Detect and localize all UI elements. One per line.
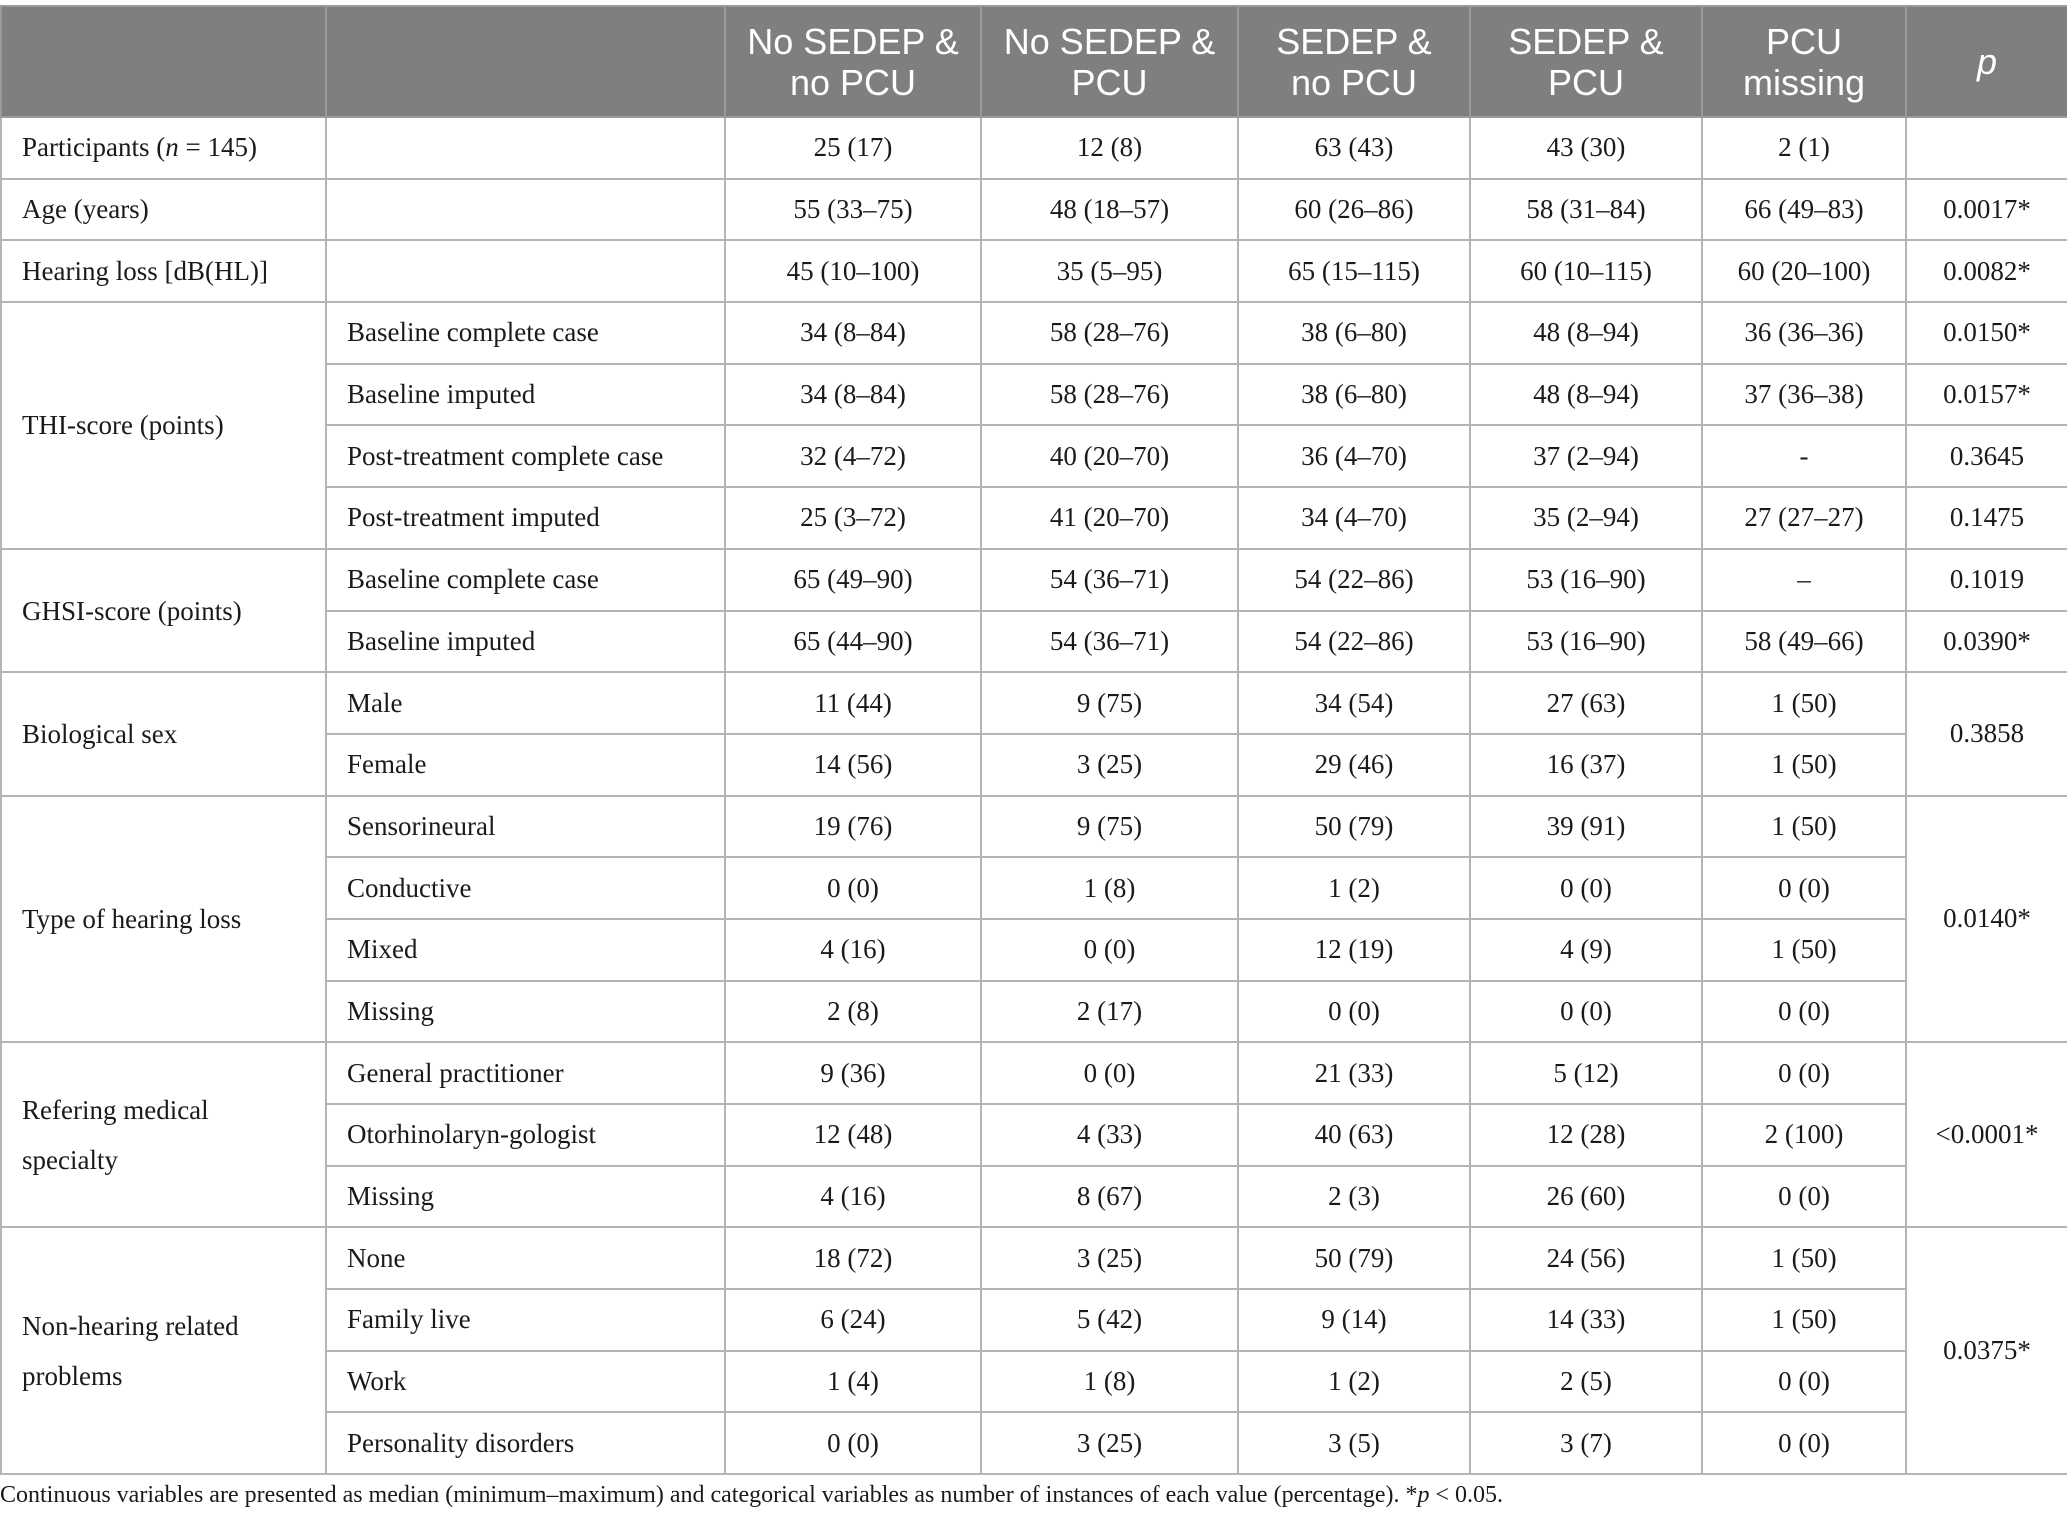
table-cell: 34 (54) — [1238, 672, 1470, 734]
p-value-cell: <0.0001* — [1906, 1042, 2067, 1227]
table-cell: 0 (0) — [1702, 857, 1906, 919]
table-cell: 0 (0) — [1702, 1351, 1906, 1413]
table-cell: 12 (19) — [1238, 919, 1470, 981]
table-cell: 3 (7) — [1470, 1412, 1702, 1474]
table-cell: 1 (8) — [981, 1351, 1238, 1413]
table-cell: 4 (33) — [981, 1104, 1238, 1166]
p-value-cell: 0.0390* — [1906, 611, 2067, 673]
row-label-age: Age (years) — [1, 179, 326, 241]
table-cell: 60 (20–100) — [1702, 240, 1906, 302]
table-row — [1, 1042, 2067, 1104]
table-cell: 1 (50) — [1702, 672, 1906, 734]
header-p-value: p — [1906, 6, 2067, 117]
p-value-cell: 0.0017* — [1906, 179, 2067, 241]
table-row — [1, 179, 2067, 241]
sub-label: Work — [326, 1351, 725, 1413]
table-cell: 9 (14) — [1238, 1289, 1470, 1351]
table-cell: - — [1702, 425, 1906, 487]
table-cell: 0 (0) — [981, 1042, 1238, 1104]
table-cell: 0 (0) — [1702, 1412, 1906, 1474]
table-cell: 54 (22–86) — [1238, 549, 1470, 611]
table-cell: 0 (0) — [1238, 981, 1470, 1043]
table-cell: 48 (8–94) — [1470, 364, 1702, 426]
table-cell: 54 (36–71) — [981, 549, 1238, 611]
table-cell: 50 (79) — [1238, 1227, 1470, 1289]
header-pcu-missing: PCU missing — [1702, 6, 1906, 117]
table-cell: 14 (33) — [1470, 1289, 1702, 1351]
demographics-table — [0, 5, 2067, 1475]
table-cell: 1 (4) — [725, 1351, 981, 1413]
footnote-tail: < 0.05. — [1429, 1482, 1504, 1508]
table-cell: 40 (20–70) — [981, 425, 1238, 487]
table-cell: 16 (37) — [1470, 734, 1702, 796]
table-cell: 37 (2–94) — [1470, 425, 1702, 487]
header-no-sedep-pcu: No SEDEP & PCU — [981, 6, 1238, 117]
table-cell: 1 (50) — [1702, 1289, 1906, 1351]
table-cell: 0 (0) — [1470, 981, 1702, 1043]
label-n: n — [165, 132, 179, 163]
table-cell: 24 (56) — [1470, 1227, 1702, 1289]
group-label-ghsi: GHSI-score (points) — [1, 549, 326, 672]
table-cell: 1 (2) — [1238, 1351, 1470, 1413]
table-cell: 63 (43) — [1238, 117, 1470, 179]
table-cell: 66 (49–83) — [1702, 179, 1906, 241]
table-cell: 58 (31–84) — [1470, 179, 1702, 241]
table-cell: 58 (28–76) — [981, 364, 1238, 426]
p-value-cell: 0.0157* — [1906, 364, 2067, 426]
table-cell: 18 (72) — [725, 1227, 981, 1289]
table-cell: 54 (36–71) — [981, 611, 1238, 673]
table-cell: 36 (36–36) — [1702, 302, 1906, 364]
table-cell: 53 (16–90) — [1470, 549, 1702, 611]
empty-cell — [326, 117, 725, 179]
p-value-cell: 0.0375* — [1906, 1227, 2067, 1474]
table-cell: 8 (67) — [981, 1166, 1238, 1228]
table-cell: 12 (8) — [981, 117, 1238, 179]
group-label-non-hearing: Non-hearing related problems — [1, 1227, 326, 1474]
table-cell: 2 (5) — [1470, 1351, 1702, 1413]
table-footnote — [0, 1482, 1503, 1509]
footnote-text: Continuous variables are presented as median (minimum–maximum) and categorical variables as number of instances of each value (percentage). * — [0, 1482, 1418, 1508]
table-cell: 60 (10–115) — [1470, 240, 1702, 302]
table-cell: 9 (36) — [725, 1042, 981, 1104]
table-cell: 0 (0) — [1702, 1042, 1906, 1104]
table-cell: 58 (49–66) — [1702, 611, 1906, 673]
header-cell — [326, 6, 725, 117]
table-cell: 2 (17) — [981, 981, 1238, 1043]
label-text: Participants ( — [22, 132, 166, 163]
table-row — [1, 672, 2067, 734]
table-row — [1, 117, 2067, 179]
table-cell: 1 (50) — [1702, 919, 1906, 981]
p-value-cell: 0.0082* — [1906, 240, 2067, 302]
table-cell: 35 (2–94) — [1470, 487, 1702, 549]
empty-cell — [326, 240, 725, 302]
table-cell: 43 (30) — [1470, 117, 1702, 179]
table-cell: 2 (100) — [1702, 1104, 1906, 1166]
table-cell: 36 (4–70) — [1238, 425, 1470, 487]
table-cell: 53 (16–90) — [1470, 611, 1702, 673]
table-cell: 65 (44–90) — [725, 611, 981, 673]
table-cell: 1 (50) — [1702, 734, 1906, 796]
table-cell: 9 (75) — [981, 672, 1238, 734]
p-value-cell: 0.3858 — [1906, 672, 2067, 795]
table-cell: 29 (46) — [1238, 734, 1470, 796]
sub-label: Baseline complete case — [326, 302, 725, 364]
table-cell: 2 (8) — [725, 981, 981, 1043]
row-label-hearing-loss: Hearing loss [dB(HL)] — [1, 240, 326, 302]
table-cell: 26 (60) — [1470, 1166, 1702, 1228]
table-cell: 65 (15–115) — [1238, 240, 1470, 302]
table-row — [1, 1227, 2067, 1289]
table-cell: 27 (27–27) — [1702, 487, 1906, 549]
table-cell: 25 (17) — [725, 117, 981, 179]
p-value-cell: 0.0150* — [1906, 302, 2067, 364]
sub-label: Otorhinolaryn-gologist — [326, 1104, 725, 1166]
table-row — [1, 240, 2067, 302]
label-text: = 145) — [178, 132, 257, 163]
table-cell: 4 (16) — [725, 919, 981, 981]
sub-label: Post-treatment complete case — [326, 425, 725, 487]
sub-label: Baseline imputed — [326, 611, 725, 673]
sub-label: Mixed — [326, 919, 725, 981]
table-cell: 58 (28–76) — [981, 302, 1238, 364]
table-cell: 32 (4–72) — [725, 425, 981, 487]
table-cell: 3 (5) — [1238, 1412, 1470, 1474]
table-cell: 60 (26–86) — [1238, 179, 1470, 241]
table-cell: 50 (79) — [1238, 796, 1470, 858]
p-value-cell: 0.1019 — [1906, 549, 2067, 611]
table-cell: 1 (8) — [981, 857, 1238, 919]
table-cell: 35 (5–95) — [981, 240, 1238, 302]
table-cell: 14 (56) — [725, 734, 981, 796]
sub-label: None — [326, 1227, 725, 1289]
table-cell: 2 (1) — [1702, 117, 1906, 179]
p-value-cell: 0.0140* — [1906, 796, 2067, 1043]
table-cell: 1 (50) — [1702, 1227, 1906, 1289]
table-cell: 4 (16) — [725, 1166, 981, 1228]
table-cell: 3 (25) — [981, 1412, 1238, 1474]
group-label-hearing-type: Type of hearing loss — [1, 796, 326, 1043]
sub-label: Family live — [326, 1289, 725, 1351]
sub-label: Baseline complete case — [326, 549, 725, 611]
sub-label: Female — [326, 734, 725, 796]
table-cell: 3 (25) — [981, 734, 1238, 796]
table-cell: 1 (50) — [1702, 796, 1906, 858]
table-cell: 34 (8–84) — [725, 302, 981, 364]
table-cell: 0 (0) — [981, 919, 1238, 981]
table-cell: 38 (6–80) — [1238, 302, 1470, 364]
sub-label: Post-treatment imputed — [326, 487, 725, 549]
table-cell: – — [1702, 549, 1906, 611]
table-cell: 12 (48) — [725, 1104, 981, 1166]
table-row — [1, 549, 2067, 611]
row-label-participants — [1, 117, 326, 179]
header-row — [1, 6, 2067, 117]
sub-label: Missing — [326, 1166, 725, 1228]
table-cell: 2 (3) — [1238, 1166, 1470, 1228]
table-cell: 0 (0) — [1470, 857, 1702, 919]
table-cell: 1 (2) — [1238, 857, 1470, 919]
sub-label: Personality disorders — [326, 1412, 725, 1474]
table-row — [1, 796, 2067, 858]
table-cell: 21 (33) — [1238, 1042, 1470, 1104]
header-sedep-no-pcu: SEDEP & no PCU — [1238, 6, 1470, 117]
header-cell — [1, 6, 326, 117]
group-label-referring: Refering medical specialty — [1, 1042, 326, 1227]
table-cell: 39 (91) — [1470, 796, 1702, 858]
header-sedep-pcu: SEDEP & PCU — [1470, 6, 1702, 117]
table-cell: 45 (10–100) — [725, 240, 981, 302]
table-cell: 55 (33–75) — [725, 179, 981, 241]
table-cell: 19 (76) — [725, 796, 981, 858]
table-cell: 5 (12) — [1470, 1042, 1702, 1104]
p-value-cell: 0.3645 — [1906, 425, 2067, 487]
empty-cell — [326, 179, 725, 241]
sub-label: Missing — [326, 981, 725, 1043]
p-value-cell: 0.1475 — [1906, 487, 2067, 549]
table-cell: 5 (42) — [981, 1289, 1238, 1351]
table-cell: 0 (0) — [725, 1412, 981, 1474]
sub-label: Sensorineural — [326, 796, 725, 858]
table-cell: 9 (75) — [981, 796, 1238, 858]
table-cell: 3 (25) — [981, 1227, 1238, 1289]
sub-label: Male — [326, 672, 725, 734]
table-cell: 48 (8–94) — [1470, 302, 1702, 364]
table-cell: 54 (22–86) — [1238, 611, 1470, 673]
footnote-p: p — [1417, 1482, 1430, 1508]
table-cell: 41 (20–70) — [981, 487, 1238, 549]
table-cell: 6 (24) — [725, 1289, 981, 1351]
table-row — [1, 302, 2067, 364]
table-cell: 40 (63) — [1238, 1104, 1470, 1166]
p-value-cell — [1906, 117, 2067, 179]
table-cell: 0 (0) — [725, 857, 981, 919]
group-label-sex: Biological sex — [1, 672, 326, 795]
table-cell: 27 (63) — [1470, 672, 1702, 734]
table-cell: 4 (9) — [1470, 919, 1702, 981]
table-cell: 38 (6–80) — [1238, 364, 1470, 426]
sub-label: Conductive — [326, 857, 725, 919]
sub-label: General practitioner — [326, 1042, 725, 1104]
header-no-sedep-no-pcu: No SEDEP & no PCU — [725, 6, 981, 117]
table-cell: 11 (44) — [725, 672, 981, 734]
table-cell: 0 (0) — [1702, 1166, 1906, 1228]
table-cell: 65 (49–90) — [725, 549, 981, 611]
group-label-thi: THI-score (points) — [1, 302, 326, 549]
table-cell: 0 (0) — [1702, 981, 1906, 1043]
table-cell: 37 (36–38) — [1702, 364, 1906, 426]
table-cell: 12 (28) — [1470, 1104, 1702, 1166]
sub-label: Baseline imputed — [326, 364, 725, 426]
table-cell: 34 (4–70) — [1238, 487, 1470, 549]
table-cell: 48 (18–57) — [981, 179, 1238, 241]
table-cell: 34 (8–84) — [725, 364, 981, 426]
table-cell: 25 (3–72) — [725, 487, 981, 549]
